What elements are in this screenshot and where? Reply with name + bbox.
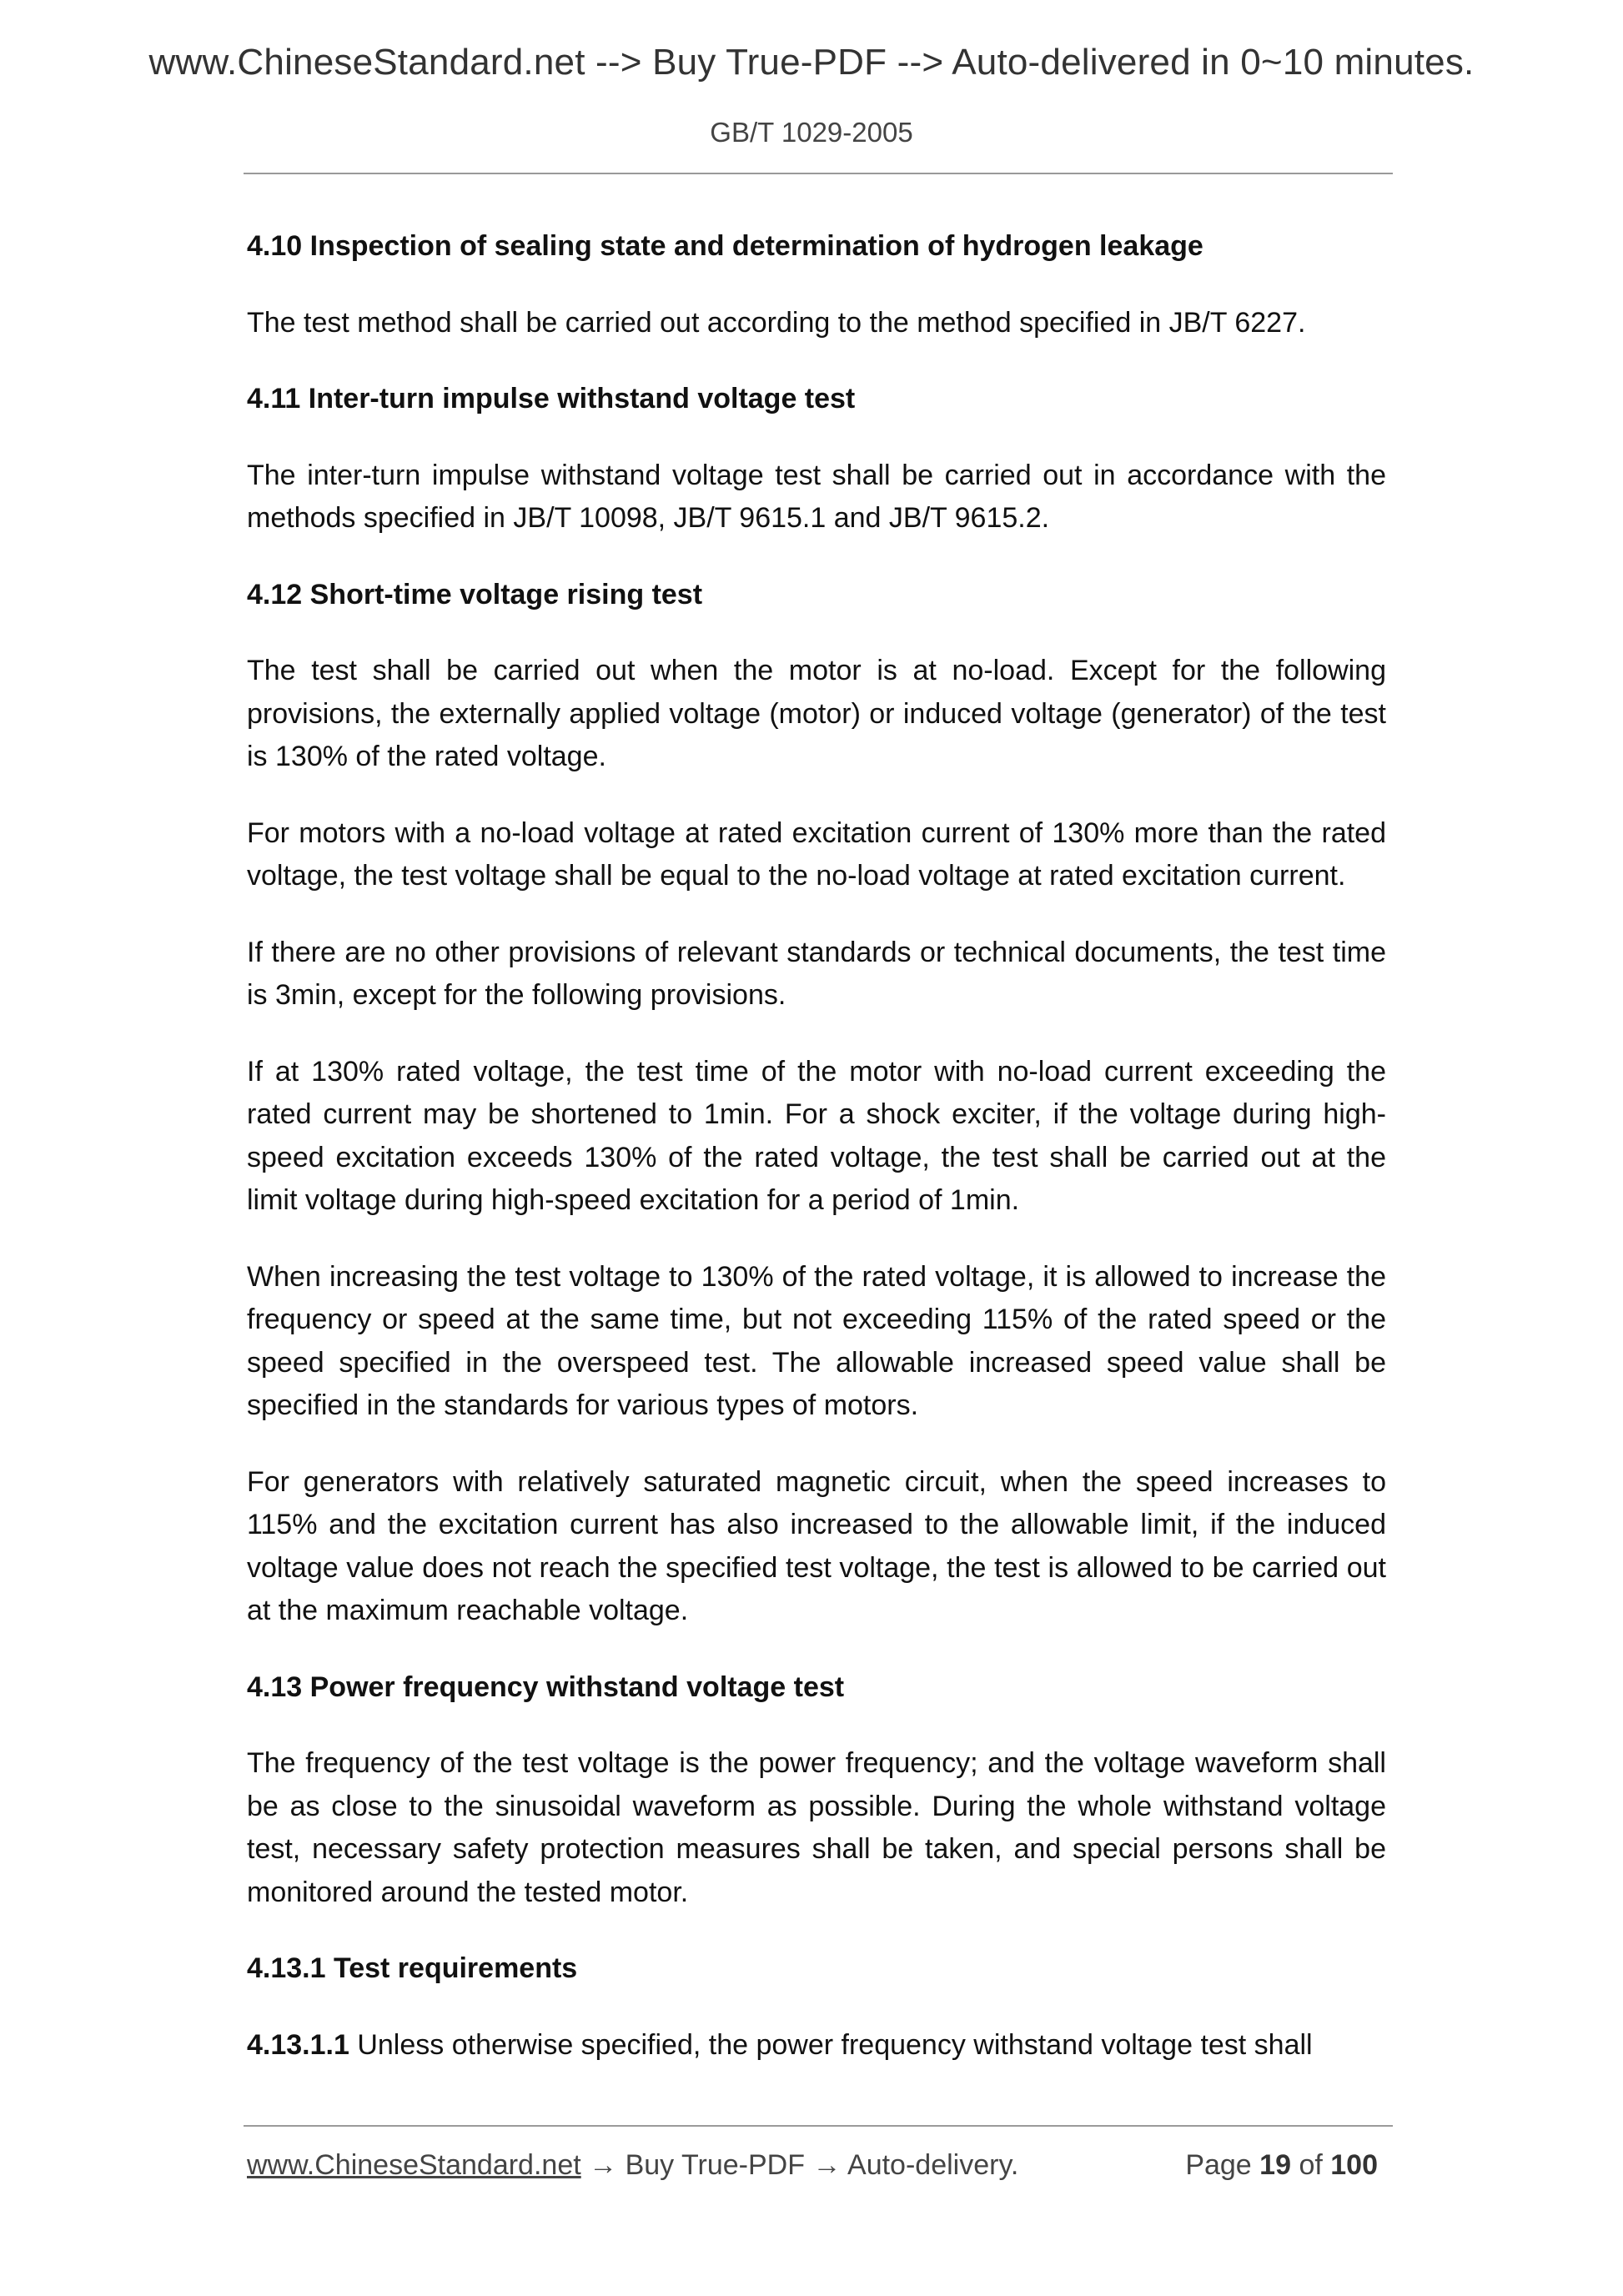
section-heading-4-11: 4.11 Inter-turn impulse withstand voltage test xyxy=(247,383,856,414)
paragraph: For generators with relatively saturated magnetic circuit, when the speed increases to 115% and the excitation current has also increased to the allowable limit, if the induced voltage value does not reach the specified test voltage, the test is allowed to be carried out at the maximum reachable voltage. xyxy=(247,1465,1386,1626)
of-label: of xyxy=(1299,2149,1323,2181)
paragraph: For motors with a no-load voltage at rated excitation current of 130% more than the rated voltage, the test voltage shall be equal to the no-load voltage at rated excitation current. xyxy=(247,816,1386,892)
paragraph: If at 130% rated voltage, the test time of the motor with no-load current exceeding the rated current may be shortened to 1min. For a shock exciter, if the voltage during high-speed excitation exceeds 130% of the rated voltage, the test shall be carried out at the limit voltage during high-speed excitation for a period of 1min. xyxy=(247,1055,1386,1216)
arrow-right-icon: → xyxy=(812,2149,842,2181)
section-heading-4-10: 4.10 Inspection of sealing state and determination of hydrogen leakage xyxy=(247,230,1203,262)
section-heading-4-13-1: 4.13.1 Test requirements xyxy=(247,1952,578,1984)
footer-divider xyxy=(244,2125,1393,2127)
footer-delivery-text: Auto-delivery. xyxy=(847,2149,1019,2181)
arrow-right-icon: → xyxy=(589,2149,618,2181)
footer-buy-text: Buy True-PDF xyxy=(625,2149,805,2181)
footer-promo xyxy=(247,2149,1018,2182)
total-pages: 100 xyxy=(1330,2149,1378,2181)
paragraph: The test method shall be carried out according to the method specified in JB/T 6227. xyxy=(247,306,1306,339)
site-banner: www.ChineseStandard.net --> Buy True-PDF --> Auto-delivered in 0~10 minutes. xyxy=(148,42,1475,83)
page-label: Page xyxy=(1185,2149,1252,2181)
page-indicator xyxy=(1185,2149,1378,2182)
paragraph: When increasing the test voltage to 130% of the rated voltage, it is allowed to increase the frequency or speed at the same time, but not exceeding 115% of the rated speed or the speed specified in the overspeed test. The allowable increased speed value shall be specified in the standards for various types of motors. xyxy=(247,1260,1386,1421)
section-heading-4-13: 4.13 Power frequency withstand voltage test xyxy=(247,1671,845,1703)
paragraph: The test shall be carried out when the motor is at no-load. Except for the following provisions, the externally applied voltage (motor) or induced voltage (generator) of the test is 130% of the rated voltage. xyxy=(247,655,1386,772)
footer-site-link[interactable]: www.ChineseStandard.net xyxy=(247,2149,581,2181)
document-code: GB/T 1029-2005 xyxy=(710,117,913,148)
clause-number: 4.13.1.1 xyxy=(247,2028,349,2061)
section-heading-4-12: 4.12 Short-time voltage rising test xyxy=(247,578,703,610)
paragraph: If there are no other provisions of relevant standards or technical documents, the test time is 3min, except for the following provisions. xyxy=(247,936,1386,1011)
clause-4-13-1-1 xyxy=(247,2024,1386,2067)
paragraph: The inter-turn impulse withstand voltage test shall be carried out in accordance with the methods specified in JB/T 10098, JB/T 9615.1 and JB/T 9615.2. xyxy=(247,459,1386,534)
page-number: 19 xyxy=(1259,2149,1291,2181)
page-content xyxy=(247,225,1386,2100)
header-divider xyxy=(244,173,1393,174)
paragraph: The frequency of the test voltage is the power frequency; and the voltage waveform shall be as close to the sinusoidal waveform as possible. During the whole withstand voltage test, necessary safety protection measures shall be taken, and special persons shall be monitored around the tested motor. xyxy=(247,1747,1386,1908)
clause-text: Unless otherwise specified, the power frequency withstand voltage test shall xyxy=(349,2028,1313,2061)
